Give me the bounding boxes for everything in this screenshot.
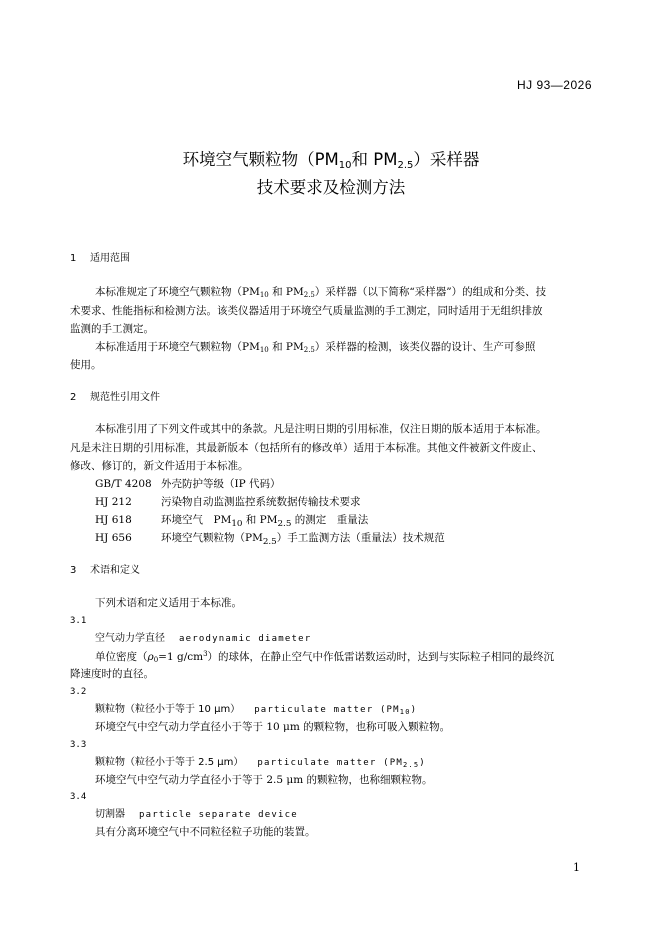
paragraph-line: 术要求、性能指标和检测方法。该类仪器适用于环境空气质量监测的手工测定，同时适用于无组织排放 [70, 305, 543, 317]
clause-number: 3.2 [70, 687, 87, 697]
section-heading-terms-definitions: 3 术语和定义 [70, 565, 140, 576]
definition-line: 环境空气中空气动力学直径小于等于 10 μm 的颗粒物，也称可吸入颗粒物。 [95, 721, 451, 733]
term-entry: 颗粒物（粒径小于等于 2.5 μm） particulate matter $(PM_{2.5})$ [95, 757, 426, 769]
paragraph-line: 监测的手工测定。 [70, 323, 154, 335]
section-heading-scope: 1 适用范围 [70, 253, 130, 264]
clause-number: 3.4 [70, 792, 87, 802]
paragraph-line: 本标准引用了下列文件或其中的条款。凡是注明日期的引用标准，仅注日期的版本适用于本标准。 [95, 423, 547, 435]
definition-line: 具有分离环境空气中不同粒径粒子功能的装置。 [95, 826, 316, 838]
paragraph-line: 下列术语和定义适用于本标准。 [95, 597, 242, 609]
reference-item: HJ 656 环境空气颗粒物$(PM_{2.5})$手工监测方法（重量法）技术规范 [95, 532, 445, 548]
reference-item: HJ 212 污染物自动监测监控系统数据传输技术要求 [95, 496, 361, 508]
term-entry: 颗粒物（粒径小于等于 10 μm） particulate matter $(PM_{10})$ [95, 704, 418, 716]
reference-item: GB/T 4208 外壳防护等级（IP 代码） [95, 478, 281, 490]
document-title-line1: 环境空气颗粒物（$PM_{10}$和 $PM_{2.5}$）采样器 [182, 150, 480, 171]
definition-line: 降速度时的直径。 [70, 668, 154, 680]
standard-number: HJ 93—2026 [516, 78, 592, 92]
paragraph-line: 使用。 [70, 359, 102, 371]
paragraph-line: 修改、修订的，新文件适用于本标准。 [70, 460, 249, 472]
clause-number: 3.1 [70, 616, 87, 626]
term-entry: 切割器 particle separate device [95, 809, 298, 820]
page-number: 1 [573, 861, 580, 874]
definition-line: 环境空气中空气动力学直径小于等于 2.5 μm 的颗粒物，也称细颗粒物。 [95, 774, 433, 786]
section-heading-normative-references: 2 规范性引用文件 [70, 392, 160, 403]
reference-item: HJ 618 环境空气 $PM_{10}$ 和 $PM_{2.5}$ 的测定 重量法 [95, 514, 369, 530]
paragraph-line: 凡是未注日期的引用标准，其最新版本（包括所有的修改单）适用于本标准。其他文件被新文件废止、 [70, 442, 543, 454]
clause-number: 3.3 [70, 740, 87, 750]
paragraph-line: 本标准适用于环境空气颗粒物（$PM_{10}$ 和 $PM_{2.5}$）采样器的检测，该类仪器的设计、生产可参照 [95, 341, 536, 354]
definition-line: 单位密度（$\rho_0=1$ $g/cm^3$）的球体，在静止空气中作低雷诺数运动时，达到与实际粒子相同的最终沉 [95, 650, 555, 664]
document-title-line2: 技术要求及检测方法 [256, 178, 406, 197]
term-entry: 空气动力学直径 aerodynamic diameter [95, 633, 312, 644]
paragraph-line: 本标准规定了环境空气颗粒物（$PM_{10}$ 和 $PM_{2.5}$）采样器（以下简称“采样器”）的组成和分类、技 [95, 286, 547, 299]
